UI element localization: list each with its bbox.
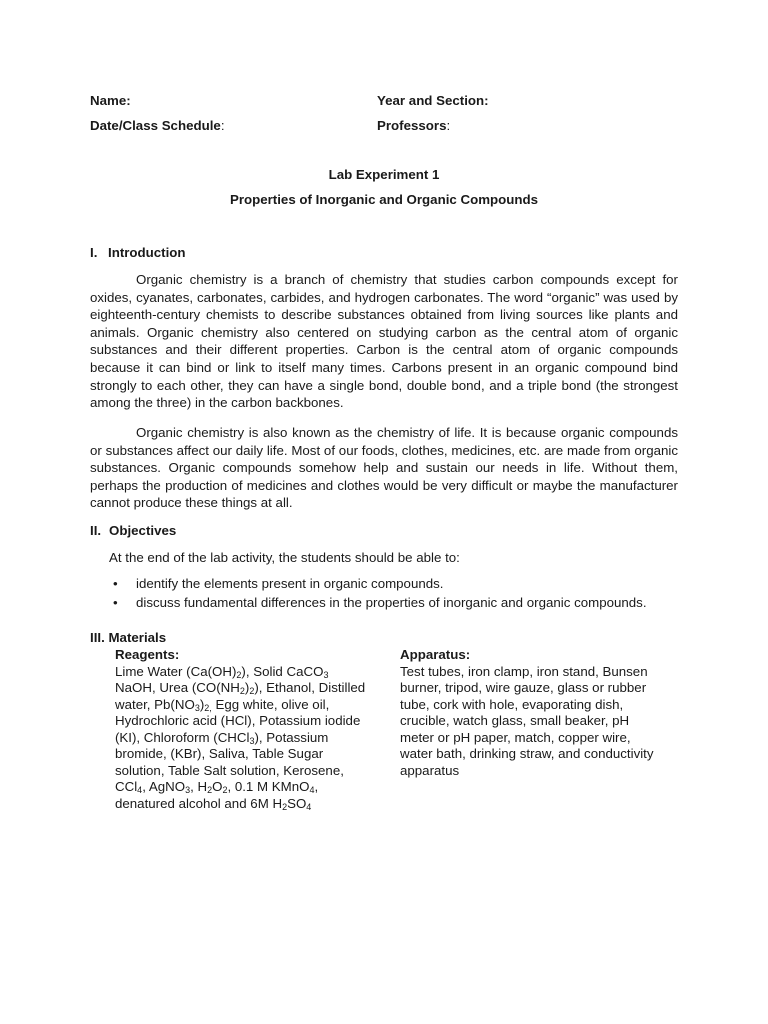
bullet-icon: •: [113, 576, 118, 591]
reagent-text: , H: [190, 779, 208, 794]
date-colon: :: [220, 118, 225, 133]
section-objectives-heading: [90, 523, 176, 538]
reagent-text: NaOH, Urea (CO(NH: [115, 680, 240, 695]
reagent-line: [115, 746, 385, 763]
professors-colon: :: [446, 118, 451, 133]
reagent-text: solution, Table Salt solution, Kerosene,: [115, 762, 344, 778]
reagent-text: (KI), Chloroform (CHCl: [115, 729, 250, 745]
reagent-text: ): [199, 696, 205, 712]
section-numeral: II.: [90, 523, 102, 538]
objectives-intro: At the end of the lab activity, the students should be able to:: [109, 550, 460, 565]
subscript-text: 2: [222, 785, 228, 795]
apparatus-list: [400, 664, 690, 780]
professors-label: Professors: [377, 118, 447, 133]
subscript-text: 3: [323, 669, 329, 680]
reagent-line: [115, 779, 385, 796]
list-item: [113, 593, 647, 612]
subscript-text: 2: [239, 686, 245, 696]
intro-paragraph-1-text: Organic chemistry is a branch of chemistry that studies carbon compounds except for oxides, cyanates, carbonates, carbides, and hydrogen carbonates. The word “organic” was used by eighteenth-century chemists to describe substances obtained from living sources like plants and animals. Organic chemistry also centered on studying carbon as the central atom of organic substances and their different properties. Carbon is the central atom of organic compounds because it can bind or link to itself many times. Carbons present in an organic compound bind strongly to each other, they can have a single bond, double bond, and a triple bond (the strongest among the three) in the carbon backbones.: [90, 272, 678, 411]
section-title: Objectives: [109, 523, 177, 538]
reagent-text: water, Pb(NO: [115, 696, 195, 712]
reagent-text: ), Potassium: [254, 729, 329, 745]
subscript-text: 3: [194, 702, 200, 713]
apparatus-line: meter or pH paper, match, copper wire,: [400, 729, 631, 745]
experiment-number: Lab Experiment 1: [328, 167, 440, 182]
section-numeral: I.: [90, 245, 98, 260]
apparatus-line: burner, tripod, wire gauze, glass or rubber: [400, 680, 647, 695]
reagent-text: ,: [314, 779, 319, 794]
subscript-text: 4: [306, 801, 312, 812]
apparatus-line: crucible, watch glass, small beaker, pH: [400, 713, 630, 728]
reagent-line: [115, 697, 385, 714]
reagents-list: [115, 664, 385, 813]
list-item: [113, 574, 647, 593]
date-class-schedule-label: Date/Class Schedule: [90, 118, 221, 133]
section-introduction-heading: [90, 245, 186, 260]
reagent-text: ): [244, 680, 250, 695]
section-title: Materials: [108, 630, 167, 645]
reagent-text: O: [212, 779, 223, 794]
reagent-text: Lime Water (Ca(OH): [115, 663, 237, 679]
name-label: Name:: [90, 93, 131, 108]
section-numeral: III.: [90, 630, 105, 645]
subscript-text: 2: [249, 686, 255, 696]
reagents-title: Reagents:: [115, 647, 180, 662]
reagent-line: [115, 713, 385, 730]
subscript-text: 2: [236, 669, 242, 680]
apparatus-column: [400, 647, 690, 779]
reagent-line: [115, 796, 385, 813]
apparatus-line: Test tubes, iron clamp, iron stand, Bunsen: [400, 663, 648, 679]
section-title: Introduction: [108, 245, 186, 260]
subscript-text: 2: [207, 785, 213, 795]
reagent-line: [115, 763, 385, 780]
intro-paragraph-2-text: Organic chemistry is also known as the chemistry of life. It is because organic compounds or substances affect our daily life. Most of our foods, clothes, medicines, etc. are made from organic substances. Organic compounds somehow help and sustain our needs in life. Without them, perhaps the production of medicines and clothes would be very difficult or maybe the manufacturer cannot produce these things at all.: [90, 425, 678, 511]
intro-paragraph-1: [90, 271, 678, 412]
subscript-text: 3: [249, 735, 255, 746]
bullet-icon: •: [113, 595, 118, 610]
reagent-line: [115, 730, 385, 747]
reagent-text: denatured alcohol and 6M H: [115, 795, 283, 811]
objectives-list: [113, 574, 647, 612]
apparatus-line: apparatus: [400, 762, 460, 778]
reagent-text: , 0.1 M KMnO: [227, 779, 310, 794]
subscript-text: 4: [309, 785, 315, 795]
subscript-text: 2,: [204, 702, 212, 713]
intro-paragraph-2: [90, 424, 678, 512]
reagent-text: Hydrochloric acid (HCl), Potassium iodide: [115, 713, 361, 728]
subscript-text: 3: [185, 785, 191, 795]
professors-field: [377, 118, 450, 133]
apparatus-line: water bath, drinking straw, and conductivity: [400, 746, 654, 761]
reagent-line: [115, 664, 385, 681]
reagent-text: CCl: [115, 779, 138, 794]
reagent-text: ), Ethanol, Distilled: [254, 680, 366, 695]
apparatus-line: tube, cork with hole, evaporating dish,: [400, 696, 624, 712]
reagent-line: [115, 680, 385, 697]
subscript-text: 2: [282, 801, 288, 812]
reagent-text: SO: [287, 795, 307, 811]
objective-text: identify the elements present in organic compounds.: [136, 576, 444, 591]
section-materials-heading: [90, 630, 166, 645]
subscript-text: 4: [137, 785, 143, 795]
reagent-text: , AgNO: [142, 779, 186, 794]
reagent-text: ), Solid CaCO: [241, 663, 324, 679]
objective-text: discuss fundamental differences in the properties of inorganic and organic compounds.: [136, 595, 647, 610]
year-section-label: Year and Section:: [377, 93, 489, 108]
experiment-title: Properties of Inorganic and Organic Compounds: [229, 192, 539, 207]
reagents-column: [115, 647, 385, 812]
reagent-text: bromide, (KBr), Saliva, Table Sugar: [115, 746, 324, 761]
date-class-schedule-field: [90, 118, 225, 133]
reagent-text: Egg white, olive oil,: [211, 696, 330, 712]
apparatus-title: Apparatus:: [400, 647, 471, 662]
